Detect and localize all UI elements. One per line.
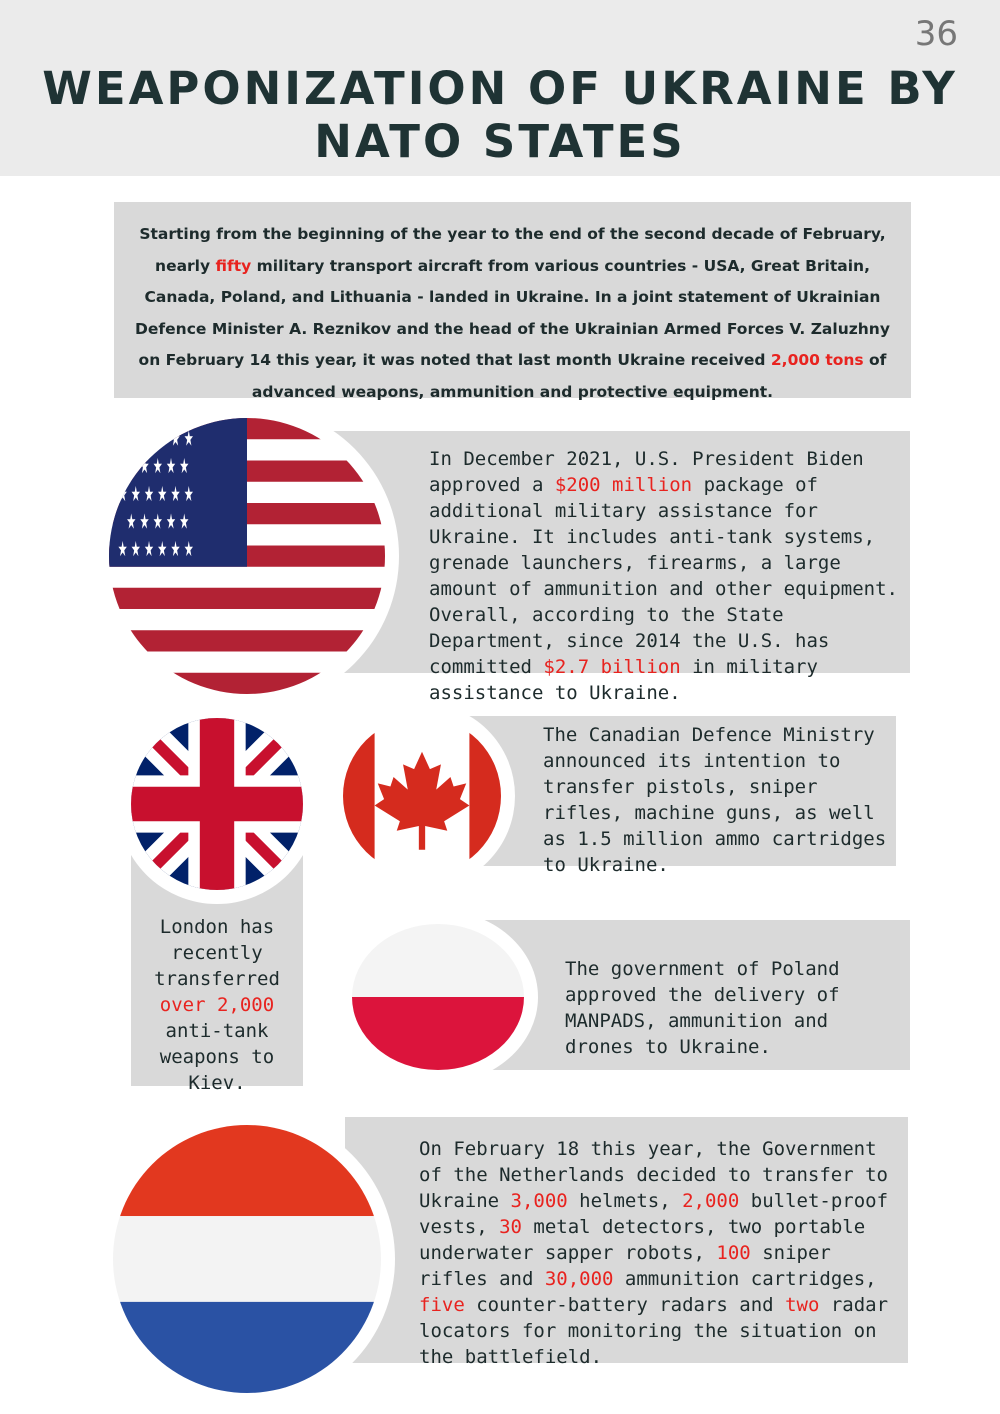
- netherlands-highlight-locators: two: [785, 1294, 820, 1316]
- poland-flag-graphic: [352, 924, 524, 1070]
- netherlands-highlight-radars: five: [419, 1294, 465, 1316]
- netherlands-flag-graphic: [113, 1125, 381, 1393]
- usa-flag-icon: [109, 418, 385, 694]
- netherlands-highlight-cartridges: 30,000: [544, 1268, 614, 1290]
- usa-flag-graphic: [109, 418, 385, 694]
- netherlands-text-part: counter-battery radars and: [464, 1294, 786, 1316]
- canada-flag-graphic: [343, 717, 501, 875]
- svg-text:★ ★ ★ ★ ★ ★: ★ ★ ★ ★ ★ ★: [117, 537, 194, 562]
- intro-text-part: of advanced weapons, ammunition and protective equipment.: [251, 351, 887, 401]
- uk-text: [133, 914, 301, 1096]
- intro-text-part: military transport aircraft from various countries - USA, Great Britain, Canada, Poland, and Lithuania - landed in Ukraine. In a joint statement of Ukrainian Defence Minister A. Reznikov and the head of the Ukrainian Armed Forces V. Zaluzhny on February 14 this year, it was noted that last month Ukraine received: [135, 256, 890, 369]
- intro-highlight-aircraft: fifty: [215, 256, 252, 275]
- netherlands-text-part: sniper rifles and: [419, 1242, 831, 1290]
- usa-text-part: package of additional military assistance for Ukraine. It includes anti-tank systems, grenade launchers, firearms, a large amount of ammunition and other equipment. Overall, according to the State Department, since 2014 the U.S. has committed: [429, 474, 898, 678]
- netherlands-text-part: On February 18 this year, the Government of the Netherlands decided to transfer to Ukraine: [419, 1138, 888, 1212]
- page-title: WEAPONIZATION OF UKRAINE BY NATO STATES: [42, 62, 958, 168]
- svg-text:★ ★ ★ ★ ★ ★: ★ ★ ★ ★ ★ ★: [117, 426, 194, 451]
- usa-text-part: In December 2021, U.S. President Biden approved a: [429, 448, 864, 496]
- netherlands-text-part: metal detectors, two portable underwater sapper robots,: [419, 1216, 866, 1264]
- netherlands-text-part: helmets,: [567, 1190, 683, 1212]
- uk-flag-icon: [131, 718, 303, 890]
- page-number: 36: [914, 14, 958, 54]
- intro-text-part: Starting from the beginning of the year to the end of the second decade of February, nearly: [139, 225, 886, 275]
- canada-text-part: The Canadian Defence Ministry announced its intention to transfer pistols, sniper rifles, machine guns, as well as 1.5 million ammo cartridges to Ukraine.: [543, 724, 887, 876]
- intro-text: [128, 219, 897, 408]
- netherlands-text-part: bullet-proof vests,: [419, 1190, 889, 1238]
- netherlands-flag-icon: [113, 1125, 381, 1393]
- svg-text:★ ★ ★ ★ ★: ★ ★ ★ ★ ★: [126, 509, 190, 534]
- netherlands-text: [419, 1136, 895, 1370]
- usa-highlight-total: $2.7 billion: [543, 656, 681, 678]
- netherlands-highlight-detectors: 30: [499, 1216, 522, 1238]
- poland-text: [565, 956, 900, 1060]
- usa-text: [429, 446, 899, 706]
- svg-text:★ ★ ★ ★ ★ ★: ★ ★ ★ ★ ★ ★: [117, 482, 194, 506]
- netherlands-highlight-vests: 2,000: [682, 1190, 740, 1212]
- uk-text-part: London has recently transferred: [154, 916, 280, 990]
- svg-text:★ ★ ★ ★ ★: ★ ★ ★ ★ ★: [126, 454, 190, 479]
- uk-highlight-amount: over 2,000: [159, 994, 275, 1016]
- canada-text: [543, 722, 893, 878]
- intro-highlight-tons: 2,000 tons: [770, 351, 864, 369]
- poland-flag-icon: [352, 924, 524, 1070]
- usa-highlight-amount: $200 million: [554, 474, 693, 496]
- usa-text-part: in military assistance to Ukraine.: [429, 656, 818, 704]
- uk-text-part: anti-tank weapons to Kiev.: [159, 1020, 275, 1094]
- poland-text-part: The government of Poland approved the delivery of MANPADS, ammunition and drones to Ukraine.: [565, 958, 840, 1058]
- netherlands-text-part: ammunition cartridges,: [613, 1268, 877, 1290]
- canada-flag-icon: [343, 717, 501, 875]
- netherlands-highlight-helmets: 3,000: [510, 1190, 568, 1212]
- uk-flag-graphic: [131, 718, 303, 890]
- page-header: [0, 0, 1000, 176]
- intro-box: [114, 202, 911, 401]
- netherlands-highlight-rifles: 100: [716, 1242, 751, 1264]
- netherlands-text-part: radar locators for monitoring the situation on the battlefield.: [419, 1294, 889, 1368]
